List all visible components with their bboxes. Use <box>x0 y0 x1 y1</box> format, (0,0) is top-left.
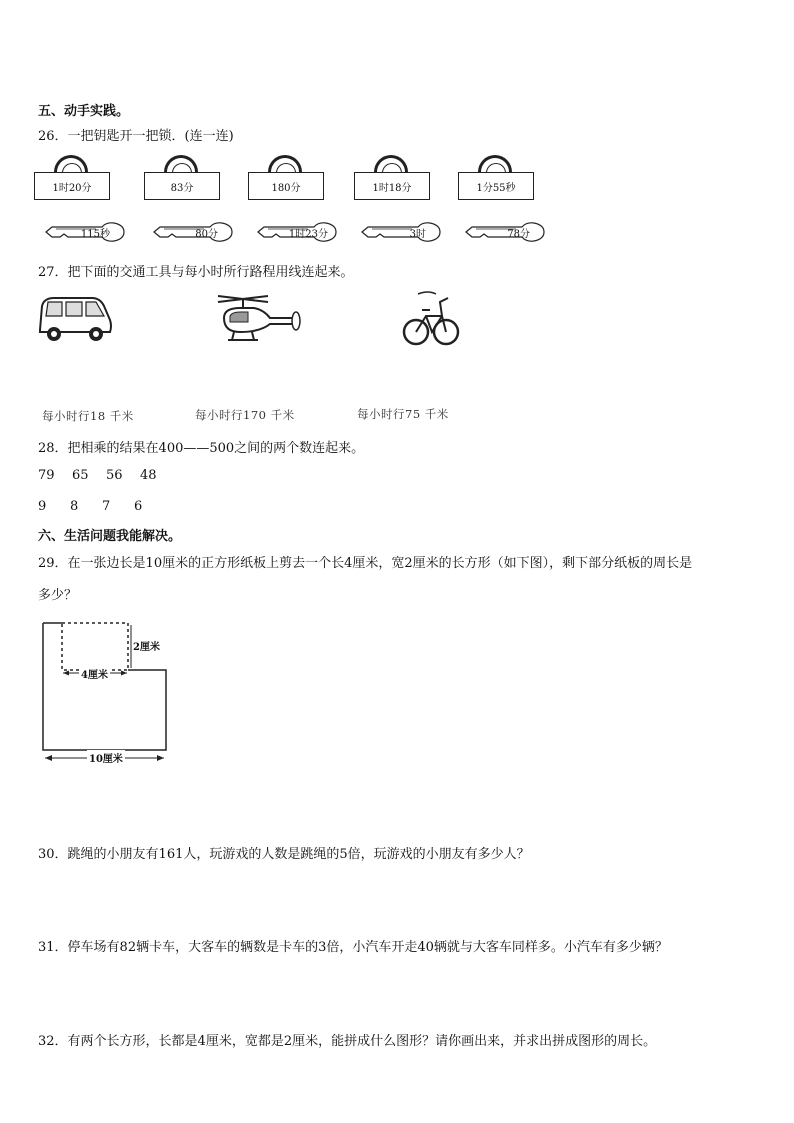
car-icon <box>36 292 114 344</box>
q28-text: 28．把相乘的结果在400——500之间的两个数连起来。 <box>38 441 365 456</box>
lock-label: 1时18分 <box>354 172 430 200</box>
number: 6 <box>134 499 143 514</box>
lock-label: 1分55秒 <box>458 172 534 200</box>
number: 79 <box>38 468 55 483</box>
key-label: 1时23分 <box>288 229 328 240</box>
number: 65 <box>72 468 89 483</box>
number: 9 <box>38 499 47 514</box>
key-label: 115秒 <box>80 229 110 240</box>
q31-text: 31．停车场有82辆卡车，大客车的辆数是卡车的3倍，小汽车开走40辆就与大客车同样多。小汽车有多少辆？ <box>38 940 668 955</box>
number-row-1 <box>38 468 174 483</box>
number: 7 <box>102 499 111 514</box>
section5-title: 五、动手实践。 <box>38 104 130 119</box>
key-2 <box>152 220 234 244</box>
number: 48 <box>140 468 157 483</box>
label-height: 2厘米 <box>133 642 160 653</box>
lock-2 <box>144 155 220 201</box>
lock-label: 180分 <box>248 172 324 200</box>
helicopter-icon <box>214 288 304 350</box>
q32-text: 32．有两个长方形，长都是4厘米，宽都是2厘米，能拼成什么图形？请你画出来，并求出拼成图形的周长。 <box>38 1034 657 1049</box>
label-side: 10厘米 <box>87 750 125 765</box>
key-icon <box>464 220 546 244</box>
key-1 <box>44 220 126 244</box>
q30-text: 30．跳绳的小朋友有161人，玩游戏的人数是跳绳的5倍，玩游戏的小朋友有多少人？ <box>38 847 530 862</box>
number-row-2 <box>38 499 166 514</box>
lock-label: 1时20分 <box>34 172 110 200</box>
key-icon <box>152 220 234 244</box>
lock-1 <box>34 155 110 201</box>
q27-text: 27．把下面的交通工具与每小时所行路程用线连起来。 <box>38 265 354 280</box>
q26-text: 26．一把钥匙开一把锁．(连一连) <box>38 129 234 144</box>
key-label: 80分 <box>195 229 218 240</box>
label-width: 4厘米 <box>79 666 110 681</box>
q29-text-line1: 29．在一张边长是10厘米的正方形纸板上剪去一个长4厘米，宽2厘米的长方形（如下图），剩下部分纸板的周长是 <box>38 556 693 571</box>
speed-option-2: 每小时行170 千米 <box>195 408 295 422</box>
lock-label: 83分 <box>144 172 220 200</box>
key-3 <box>256 220 338 244</box>
number: 8 <box>70 499 79 514</box>
bicycle-icon <box>402 288 460 350</box>
key-4 <box>360 220 442 244</box>
key-label: 78分 <box>507 229 530 240</box>
lock-3 <box>248 155 324 201</box>
lock-5 <box>458 155 534 201</box>
key-icon <box>360 220 442 244</box>
key-label: 3时 <box>409 229 426 240</box>
q29-text-line2: 多少？ <box>38 588 78 603</box>
number: 56 <box>106 468 123 483</box>
section6-title: 六、生活问题我能解决。 <box>38 529 182 544</box>
lock-4 <box>354 155 430 201</box>
speed-option-3: 每小时行75 千米 <box>357 407 449 421</box>
speed-option-1: 每小时行18 千米 <box>42 409 134 423</box>
key-5 <box>464 220 546 244</box>
